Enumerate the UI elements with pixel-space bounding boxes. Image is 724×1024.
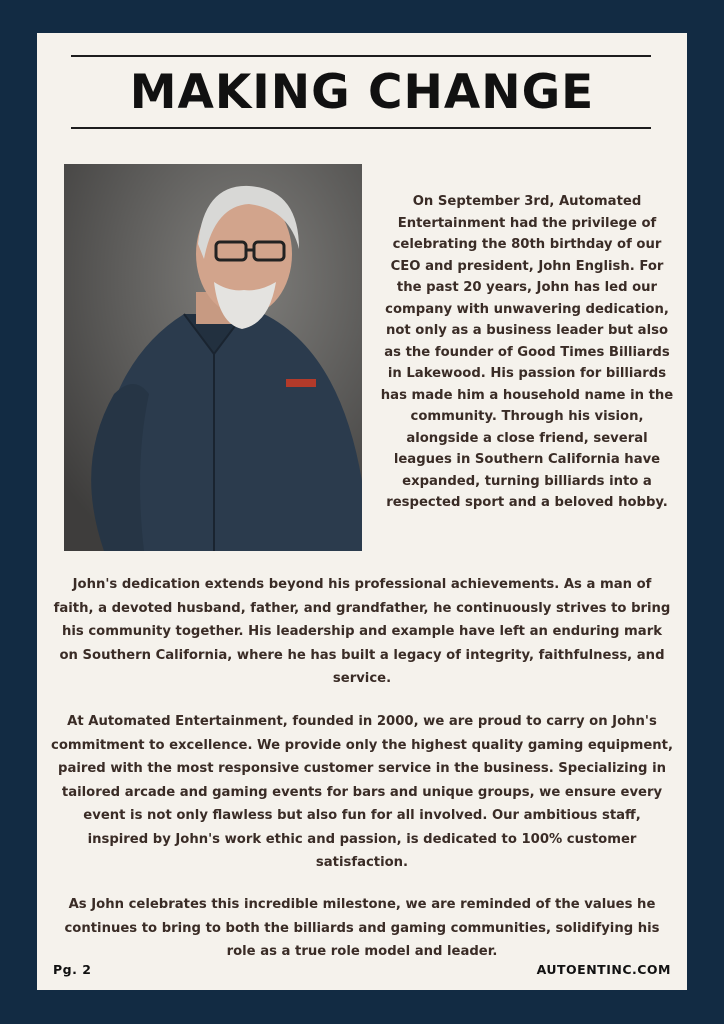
body-paragraph-3: As John celebrates this incredible milestone, we are reminded of the values he continues to bring to both the billiards and gaming communities, solidifying his role as a true role model and leader. xyxy=(64,897,660,959)
body-paragraph-2: At Automated Entertainment, founded in 2000, we are proud to carry on John's commitment to excellence. We provide only the highest quality gaming equipment, paired with the most responsive customer service in the business. Specializing in tailored arcade and gaming events for bars and unique groups, we ensure every event is not only flawless but also fun for all involved. Our ambitious staff, inspired by John's work ethic and passion, is dedicated to 100% customer satisfaction. xyxy=(51,714,673,870)
portrait-illustration xyxy=(64,164,362,551)
body-paragraph-1: John's dedication extends beyond his professional achievements. As a man of faith, a devoted husband, father, and grandfather, he continuously strives to bring his community together. His leadership and example have left an enduring mark on Southern California, where he has built a legacy of integrity, faithfulness, and service. xyxy=(53,577,671,686)
title-bottom-rule xyxy=(71,127,651,129)
intro-paragraph: On September 3rd, Automated Entertainment had the privilege of celebrating the 80th birthday of our CEO and president, John English. For the past 20 years, John has led our company with unwavering dedication, not only as a business leader but also as the founder of Good Times Billiards in Lakewood. His passion for billiards has made him a household name in the community. Through his vision, alongside a close friend, several leagues in Southern California have expanded, turning billiards into a respected sport and a beloved hobby. xyxy=(380,194,674,510)
page-number: Pg. 2 xyxy=(53,962,92,977)
newsletter-page xyxy=(37,33,687,990)
website-link[interactable]: AUTOENTINC.COM xyxy=(536,962,671,977)
ceo-portrait-photo xyxy=(64,164,362,551)
title-top-rule xyxy=(71,55,651,57)
page-title: MAKING CHANGE xyxy=(129,65,595,120)
